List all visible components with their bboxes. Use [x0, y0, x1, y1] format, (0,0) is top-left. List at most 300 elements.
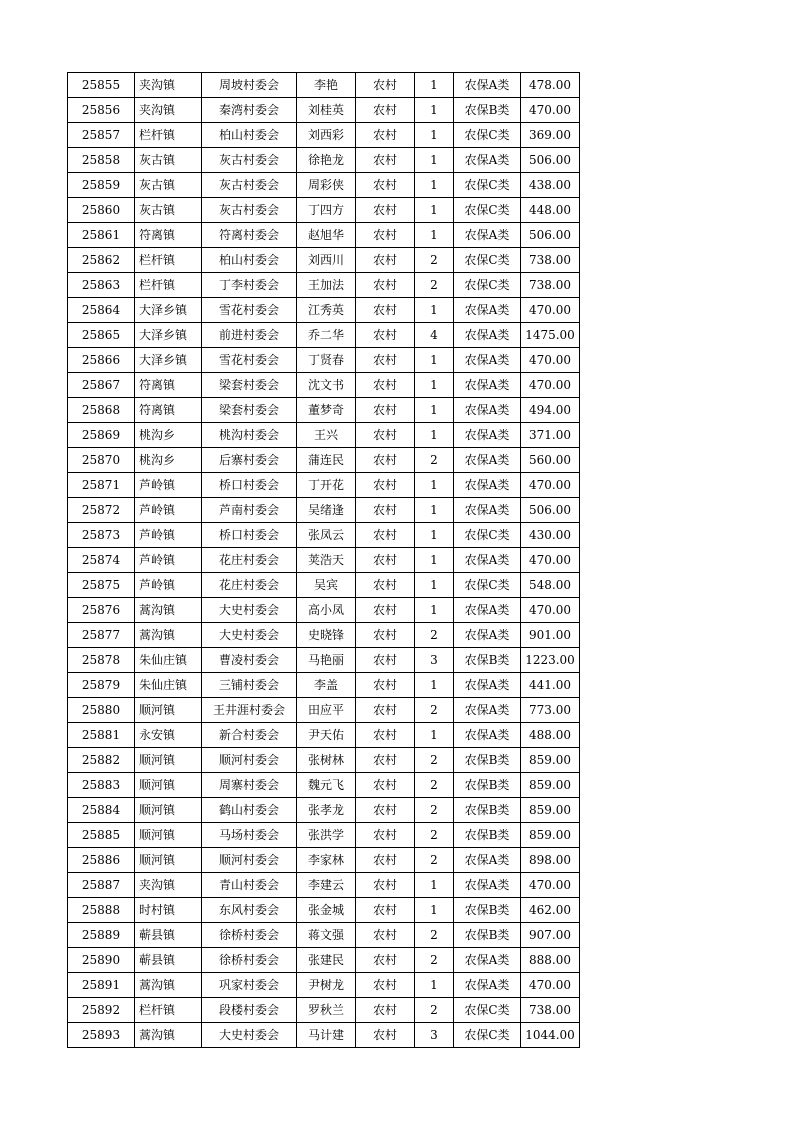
person-name-cell: 董梦奇 — [297, 398, 356, 423]
table-row — [68, 348, 580, 373]
record-id-cell: 25883 — [68, 773, 135, 798]
amount-cell: 478.00 — [521, 73, 580, 98]
area-type-cell: 农村 — [356, 373, 415, 398]
village-committee-cell: 周寨村委会 — [202, 773, 297, 798]
table-row — [68, 198, 580, 223]
person-name-cell: 赵旭华 — [297, 223, 356, 248]
table-row — [68, 148, 580, 173]
table-row — [68, 398, 580, 423]
person-name-cell: 李盖 — [297, 673, 356, 698]
village-committee-cell: 后寨村委会 — [202, 448, 297, 473]
household-count-cell: 1 — [415, 523, 454, 548]
household-count-cell: 1 — [415, 473, 454, 498]
town-cell: 桃沟乡 — [135, 423, 202, 448]
record-id-cell: 25876 — [68, 598, 135, 623]
person-name-cell: 刘西彩 — [297, 123, 356, 148]
amount-cell: 438.00 — [521, 173, 580, 198]
record-id-cell: 25878 — [68, 648, 135, 673]
person-name-cell: 沈文书 — [297, 373, 356, 398]
insurance-category-cell: 农保A类 — [454, 298, 521, 323]
insurance-category-cell: 农保B类 — [454, 773, 521, 798]
town-cell: 蒿沟镇 — [135, 1023, 202, 1048]
village-committee-cell: 花庄村委会 — [202, 573, 297, 598]
town-cell: 朱仙庄镇 — [135, 648, 202, 673]
town-cell: 朱仙庄镇 — [135, 673, 202, 698]
village-committee-cell: 大史村委会 — [202, 1023, 297, 1048]
insurance-category-cell: 农保A类 — [454, 398, 521, 423]
insurance-category-cell: 农保A类 — [454, 373, 521, 398]
household-count-cell: 1 — [415, 98, 454, 123]
area-type-cell: 农村 — [356, 898, 415, 923]
village-committee-cell: 灰古村委会 — [202, 148, 297, 173]
person-name-cell: 尹树龙 — [297, 973, 356, 998]
household-count-cell: 2 — [415, 923, 454, 948]
area-type-cell: 农村 — [356, 298, 415, 323]
person-name-cell: 蒋文强 — [297, 923, 356, 948]
amount-cell: 560.00 — [521, 448, 580, 473]
amount-cell: 470.00 — [521, 473, 580, 498]
area-type-cell: 农村 — [356, 548, 415, 573]
amount-cell: 738.00 — [521, 248, 580, 273]
table-row — [68, 298, 580, 323]
town-cell: 顺河镇 — [135, 823, 202, 848]
town-cell: 芦岭镇 — [135, 498, 202, 523]
town-cell: 灰古镇 — [135, 148, 202, 173]
insurance-category-cell: 农保A类 — [454, 973, 521, 998]
person-name-cell: 吴绪逢 — [297, 498, 356, 523]
person-name-cell: 丁贤春 — [297, 348, 356, 373]
area-type-cell: 农村 — [356, 473, 415, 498]
village-committee-cell: 青山村委会 — [202, 873, 297, 898]
household-count-cell: 1 — [415, 498, 454, 523]
record-id-cell: 25881 — [68, 723, 135, 748]
household-count-cell: 2 — [415, 823, 454, 848]
record-id-cell: 25884 — [68, 798, 135, 823]
amount-cell: 494.00 — [521, 398, 580, 423]
household-count-cell: 1 — [415, 548, 454, 573]
record-id-cell: 25856 — [68, 98, 135, 123]
amount-cell: 470.00 — [521, 298, 580, 323]
household-count-cell: 2 — [415, 698, 454, 723]
area-type-cell: 农村 — [356, 873, 415, 898]
household-count-cell: 1 — [415, 373, 454, 398]
area-type-cell: 农村 — [356, 98, 415, 123]
household-count-cell: 1 — [415, 723, 454, 748]
amount-cell: 448.00 — [521, 198, 580, 223]
insurance-category-cell: 农保A类 — [454, 473, 521, 498]
area-type-cell: 农村 — [356, 198, 415, 223]
area-type-cell: 农村 — [356, 398, 415, 423]
record-id-cell: 25866 — [68, 348, 135, 373]
village-committee-cell: 徐桥村委会 — [202, 923, 297, 948]
household-count-cell: 4 — [415, 323, 454, 348]
table-row — [68, 423, 580, 448]
record-id-cell: 25859 — [68, 173, 135, 198]
insurance-category-cell: 农保B类 — [454, 648, 521, 673]
household-count-cell: 1 — [415, 423, 454, 448]
area-type-cell: 农村 — [356, 648, 415, 673]
household-count-cell: 1 — [415, 223, 454, 248]
amount-cell: 462.00 — [521, 898, 580, 923]
person-name-cell: 张建民 — [297, 948, 356, 973]
village-committee-cell: 雪花村委会 — [202, 348, 297, 373]
area-type-cell: 农村 — [356, 223, 415, 248]
record-id-cell: 25869 — [68, 423, 135, 448]
table-row — [68, 573, 580, 598]
household-count-cell: 2 — [415, 848, 454, 873]
person-name-cell: 李家林 — [297, 848, 356, 873]
person-name-cell: 史晓锋 — [297, 623, 356, 648]
village-committee-cell: 桥口村委会 — [202, 473, 297, 498]
household-count-cell: 1 — [415, 573, 454, 598]
village-committee-cell: 芦南村委会 — [202, 498, 297, 523]
village-committee-cell: 梁套村委会 — [202, 373, 297, 398]
village-committee-cell: 桃沟村委会 — [202, 423, 297, 448]
record-id-cell: 25875 — [68, 573, 135, 598]
area-type-cell: 农村 — [356, 698, 415, 723]
area-type-cell: 农村 — [356, 273, 415, 298]
table-row — [68, 523, 580, 548]
table-row — [68, 273, 580, 298]
amount-cell: 470.00 — [521, 973, 580, 998]
insurance-category-cell: 农保B类 — [454, 898, 521, 923]
record-id-cell: 25861 — [68, 223, 135, 248]
person-name-cell: 刘西川 — [297, 248, 356, 273]
record-id-cell: 25868 — [68, 398, 135, 423]
person-name-cell: 蒲连民 — [297, 448, 356, 473]
table-row — [68, 248, 580, 273]
person-name-cell: 张树林 — [297, 748, 356, 773]
insurance-category-cell: 农保B类 — [454, 923, 521, 948]
town-cell: 桃沟乡 — [135, 448, 202, 473]
insurance-category-cell: 农保A类 — [454, 673, 521, 698]
record-id-cell: 25858 — [68, 148, 135, 173]
insurance-category-cell: 农保C类 — [454, 998, 521, 1023]
person-name-cell: 丁开花 — [297, 473, 356, 498]
record-id-cell: 25888 — [68, 898, 135, 923]
village-committee-cell: 徐桥村委会 — [202, 948, 297, 973]
person-name-cell: 魏元飞 — [297, 773, 356, 798]
table-row — [68, 798, 580, 823]
person-name-cell: 徐艳龙 — [297, 148, 356, 173]
area-type-cell: 农村 — [356, 823, 415, 848]
area-type-cell: 农村 — [356, 848, 415, 873]
town-cell: 蒿沟镇 — [135, 973, 202, 998]
insurance-category-cell: 农保A类 — [454, 348, 521, 373]
table-row — [68, 173, 580, 198]
village-committee-cell: 桥口村委会 — [202, 523, 297, 548]
village-committee-cell: 顺河村委会 — [202, 848, 297, 873]
area-type-cell: 农村 — [356, 523, 415, 548]
table-row — [68, 598, 580, 623]
amount-cell: 859.00 — [521, 748, 580, 773]
person-name-cell: 马艳丽 — [297, 648, 356, 673]
village-committee-cell: 周坡村委会 — [202, 73, 297, 98]
insurance-category-cell: 农保C类 — [454, 198, 521, 223]
town-cell: 大泽乡镇 — [135, 298, 202, 323]
town-cell: 顺河镇 — [135, 748, 202, 773]
insurance-category-cell: 农保C类 — [454, 1023, 521, 1048]
town-cell: 灰古镇 — [135, 173, 202, 198]
village-committee-cell: 梁套村委会 — [202, 398, 297, 423]
area-type-cell: 农村 — [356, 948, 415, 973]
town-cell: 大泽乡镇 — [135, 348, 202, 373]
table-row — [68, 548, 580, 573]
household-count-cell: 2 — [415, 273, 454, 298]
amount-cell: 548.00 — [521, 573, 580, 598]
town-cell: 芦岭镇 — [135, 548, 202, 573]
table-row — [68, 448, 580, 473]
record-id-cell: 25857 — [68, 123, 135, 148]
record-id-cell: 25887 — [68, 873, 135, 898]
area-type-cell: 农村 — [356, 998, 415, 1023]
table-row — [68, 1023, 580, 1048]
record-id-cell: 25860 — [68, 198, 135, 223]
amount-cell: 859.00 — [521, 823, 580, 848]
table-row — [68, 723, 580, 748]
area-type-cell: 农村 — [356, 73, 415, 98]
record-id-cell: 25892 — [68, 998, 135, 1023]
area-type-cell: 农村 — [356, 798, 415, 823]
amount-cell: 888.00 — [521, 948, 580, 973]
record-id-cell: 25880 — [68, 698, 135, 723]
town-cell: 时村镇 — [135, 898, 202, 923]
area-type-cell: 农村 — [356, 173, 415, 198]
record-id-cell: 25889 — [68, 923, 135, 948]
table-row — [68, 773, 580, 798]
town-cell: 蕲县镇 — [135, 923, 202, 948]
table-row — [68, 323, 580, 348]
record-id-cell: 25863 — [68, 273, 135, 298]
table-row — [68, 648, 580, 673]
table-row — [68, 373, 580, 398]
person-name-cell: 尹天佑 — [297, 723, 356, 748]
town-cell: 顺河镇 — [135, 848, 202, 873]
village-committee-cell: 马场村委会 — [202, 823, 297, 848]
record-id-cell: 25885 — [68, 823, 135, 848]
household-count-cell: 1 — [415, 973, 454, 998]
town-cell: 顺河镇 — [135, 798, 202, 823]
record-id-cell: 25855 — [68, 73, 135, 98]
person-name-cell: 吴宾 — [297, 573, 356, 598]
amount-cell: 430.00 — [521, 523, 580, 548]
area-type-cell: 农村 — [356, 923, 415, 948]
village-committee-cell: 灰古村委会 — [202, 198, 297, 223]
insurance-category-cell: 农保A类 — [454, 723, 521, 748]
table-row — [68, 848, 580, 873]
insurance-category-cell: 农保C类 — [454, 573, 521, 598]
insurance-category-cell: 农保C类 — [454, 273, 521, 298]
town-cell: 栏杆镇 — [135, 123, 202, 148]
person-name-cell: 江秀英 — [297, 298, 356, 323]
person-name-cell: 张金城 — [297, 898, 356, 923]
insurance-category-cell: 农保C类 — [454, 123, 521, 148]
table-row — [68, 923, 580, 948]
household-count-cell: 1 — [415, 398, 454, 423]
household-count-cell: 1 — [415, 198, 454, 223]
record-id-cell: 25870 — [68, 448, 135, 473]
area-type-cell: 农村 — [356, 248, 415, 273]
village-committee-cell: 大史村委会 — [202, 598, 297, 623]
village-committee-cell: 东风村委会 — [202, 898, 297, 923]
table-row — [68, 998, 580, 1023]
person-name-cell: 马计建 — [297, 1023, 356, 1048]
area-type-cell: 农村 — [356, 498, 415, 523]
household-count-cell: 1 — [415, 673, 454, 698]
amount-cell: 738.00 — [521, 998, 580, 1023]
household-count-cell: 1 — [415, 348, 454, 373]
amount-cell: 488.00 — [521, 723, 580, 748]
table-row — [68, 873, 580, 898]
record-id-cell: 25893 — [68, 1023, 135, 1048]
data-table — [67, 72, 580, 1048]
household-count-cell: 1 — [415, 298, 454, 323]
person-name-cell: 王兴 — [297, 423, 356, 448]
person-name-cell: 丁四方 — [297, 198, 356, 223]
insurance-category-cell: 农保A类 — [454, 73, 521, 98]
record-id-cell: 25867 — [68, 373, 135, 398]
area-type-cell: 农村 — [356, 623, 415, 648]
amount-cell: 901.00 — [521, 623, 580, 648]
village-committee-cell: 巩家村委会 — [202, 973, 297, 998]
record-id-cell: 25871 — [68, 473, 135, 498]
village-committee-cell: 王井涯村委会 — [202, 698, 297, 723]
area-type-cell: 农村 — [356, 123, 415, 148]
record-id-cell: 25891 — [68, 973, 135, 998]
household-count-cell: 1 — [415, 148, 454, 173]
amount-cell: 1223.00 — [521, 648, 580, 673]
insurance-category-cell: 农保A类 — [454, 423, 521, 448]
village-committee-cell: 新合村委会 — [202, 723, 297, 748]
table-row — [68, 498, 580, 523]
area-type-cell: 农村 — [356, 423, 415, 448]
town-cell: 蒿沟镇 — [135, 623, 202, 648]
table-row — [68, 223, 580, 248]
insurance-category-cell: 农保A类 — [454, 223, 521, 248]
village-committee-cell: 曹凌村委会 — [202, 648, 297, 673]
amount-cell: 898.00 — [521, 848, 580, 873]
town-cell: 芦岭镇 — [135, 473, 202, 498]
area-type-cell: 农村 — [356, 773, 415, 798]
town-cell: 栏杆镇 — [135, 998, 202, 1023]
table-row — [68, 673, 580, 698]
household-count-cell: 1 — [415, 123, 454, 148]
person-name-cell: 荚浩天 — [297, 548, 356, 573]
household-count-cell: 2 — [415, 773, 454, 798]
amount-cell: 470.00 — [521, 348, 580, 373]
amount-cell: 506.00 — [521, 148, 580, 173]
household-count-cell: 3 — [415, 1023, 454, 1048]
amount-cell: 1475.00 — [521, 323, 580, 348]
household-count-cell: 2 — [415, 448, 454, 473]
person-name-cell: 刘桂英 — [297, 98, 356, 123]
village-committee-cell: 雪花村委会 — [202, 298, 297, 323]
village-committee-cell: 符离村委会 — [202, 223, 297, 248]
town-cell: 大泽乡镇 — [135, 323, 202, 348]
table-body — [68, 73, 580, 1048]
record-id-cell: 25865 — [68, 323, 135, 348]
table-row — [68, 473, 580, 498]
area-type-cell: 农村 — [356, 348, 415, 373]
area-type-cell: 农村 — [356, 573, 415, 598]
person-name-cell: 周彩侠 — [297, 173, 356, 198]
household-count-cell: 2 — [415, 248, 454, 273]
area-type-cell: 农村 — [356, 1023, 415, 1048]
village-committee-cell: 柏山村委会 — [202, 123, 297, 148]
person-name-cell: 田应平 — [297, 698, 356, 723]
household-count-cell: 2 — [415, 623, 454, 648]
village-committee-cell: 前进村委会 — [202, 323, 297, 348]
record-id-cell: 25873 — [68, 523, 135, 548]
person-name-cell: 张孝龙 — [297, 798, 356, 823]
household-count-cell: 1 — [415, 873, 454, 898]
amount-cell: 859.00 — [521, 798, 580, 823]
person-name-cell: 王加法 — [297, 273, 356, 298]
town-cell: 夹沟镇 — [135, 873, 202, 898]
insurance-category-cell: 农保C类 — [454, 248, 521, 273]
table-row — [68, 748, 580, 773]
town-cell: 蕲县镇 — [135, 948, 202, 973]
household-count-cell: 1 — [415, 598, 454, 623]
town-cell: 永安镇 — [135, 723, 202, 748]
person-name-cell: 高小凤 — [297, 598, 356, 623]
village-committee-cell: 丁李村委会 — [202, 273, 297, 298]
area-type-cell: 农村 — [356, 323, 415, 348]
amount-cell: 441.00 — [521, 673, 580, 698]
table-row — [68, 898, 580, 923]
area-type-cell: 农村 — [356, 973, 415, 998]
amount-cell: 506.00 — [521, 223, 580, 248]
household-count-cell: 1 — [415, 173, 454, 198]
amount-cell: 907.00 — [521, 923, 580, 948]
record-id-cell: 25864 — [68, 298, 135, 323]
area-type-cell: 农村 — [356, 148, 415, 173]
person-name-cell: 张洪学 — [297, 823, 356, 848]
amount-cell: 859.00 — [521, 773, 580, 798]
record-id-cell: 25874 — [68, 548, 135, 573]
household-count-cell: 3 — [415, 648, 454, 673]
village-committee-cell: 秦湾村委会 — [202, 98, 297, 123]
table-row — [68, 698, 580, 723]
amount-cell: 1044.00 — [521, 1023, 580, 1048]
town-cell: 符离镇 — [135, 373, 202, 398]
person-name-cell: 罗秋兰 — [297, 998, 356, 1023]
insurance-category-cell: 农保A类 — [454, 623, 521, 648]
amount-cell: 773.00 — [521, 698, 580, 723]
amount-cell: 506.00 — [521, 498, 580, 523]
town-cell: 夹沟镇 — [135, 73, 202, 98]
insurance-category-cell: 农保A类 — [454, 848, 521, 873]
amount-cell: 470.00 — [521, 598, 580, 623]
insurance-category-cell: 农保B类 — [454, 748, 521, 773]
person-name-cell: 李建云 — [297, 873, 356, 898]
village-committee-cell: 顺河村委会 — [202, 748, 297, 773]
amount-cell: 470.00 — [521, 548, 580, 573]
village-committee-cell: 柏山村委会 — [202, 248, 297, 273]
insurance-category-cell: 农保A类 — [454, 323, 521, 348]
insurance-category-cell: 农保B类 — [454, 798, 521, 823]
household-count-cell: 1 — [415, 73, 454, 98]
table-row — [68, 73, 580, 98]
area-type-cell: 农村 — [356, 673, 415, 698]
household-count-cell: 2 — [415, 748, 454, 773]
town-cell: 芦岭镇 — [135, 573, 202, 598]
insurance-category-cell: 农保B类 — [454, 98, 521, 123]
record-id-cell: 25877 — [68, 623, 135, 648]
insurance-category-cell: 农保A类 — [454, 873, 521, 898]
record-id-cell: 25872 — [68, 498, 135, 523]
amount-cell: 470.00 — [521, 98, 580, 123]
